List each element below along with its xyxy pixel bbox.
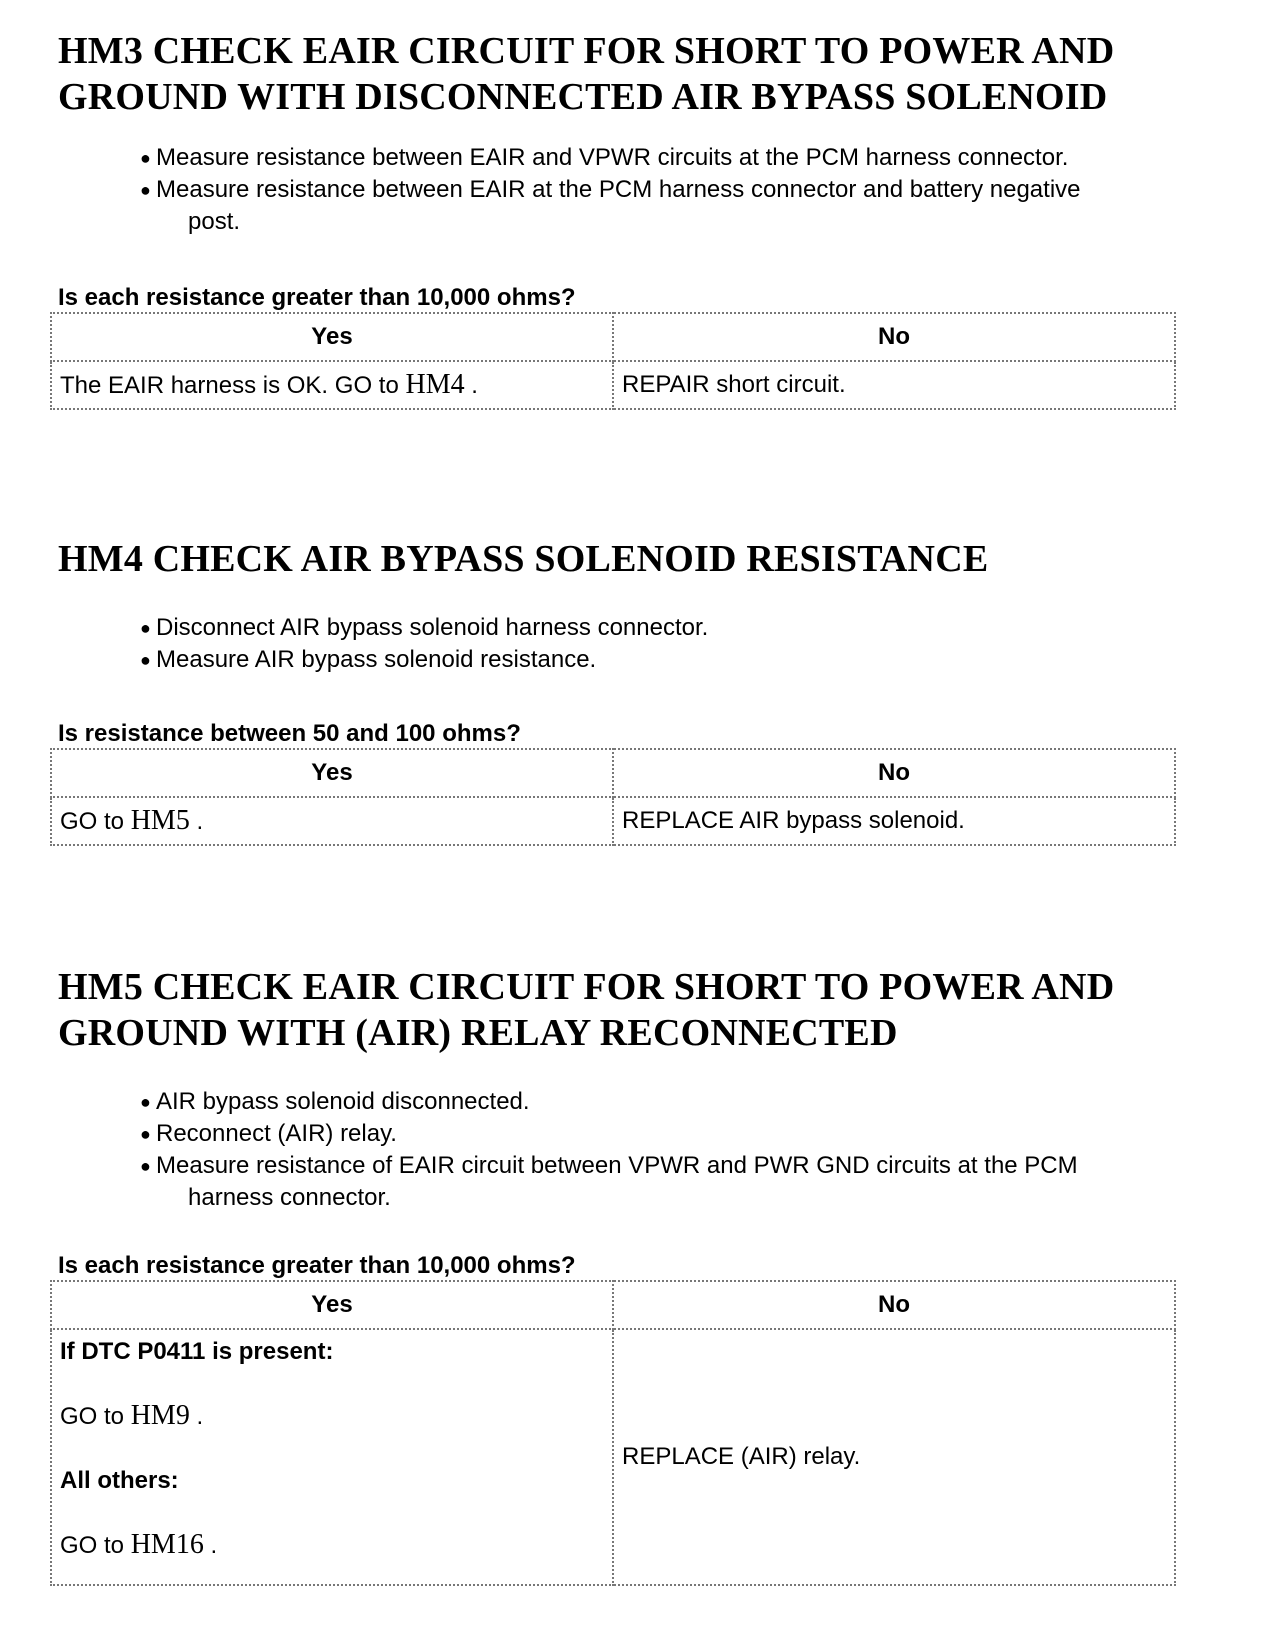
hm5-question: Is each resistance greater than 10,000 ohms? [58, 1252, 576, 1279]
hm5-steps [58, 1086, 1238, 1214]
hm4-title: HM4 CHECK AIR BYPASS SOLENOID RESISTANCE [58, 538, 989, 580]
bullet-icon: ● [140, 650, 151, 670]
hm3-yes-end: . [471, 372, 478, 399]
hm5-step: ● AIR bypass solenoid disconnected. [140, 1086, 1238, 1118]
hm3-no-cell: REPAIR short circuit. [613, 361, 1175, 409]
hm5-cond2: All others: [60, 1467, 179, 1494]
bullet-icon: ● [140, 1092, 151, 1112]
hm4-question: Is resistance between 50 and 100 ohms? [58, 720, 521, 747]
hm5-answer-table [50, 1280, 1176, 1586]
hm5-title-line1: HM5 CHECK EAIR CIRCUIT FOR SHORT TO POWER AND [58, 966, 1115, 1008]
hm5-no-header: No [613, 1281, 1175, 1329]
hm3-step: ● Measure resistance between EAIR at the PCM harness connector and battery negative [140, 174, 1238, 206]
hm3-yes-text: The EAIR harness is OK. GO to [60, 372, 399, 399]
hm5-no-cell: REPLACE (AIR) relay. [613, 1329, 1175, 1585]
hm5-title [58, 964, 1238, 1056]
hm3-step-continuation: post. [188, 208, 241, 235]
bullet-icon: ● [140, 1156, 151, 1176]
hm4-steps [58, 612, 1238, 676]
hm4-step: ● Disconnect AIR bypass solenoid harness connector. [140, 612, 1238, 644]
hm3-question: Is each resistance greater than 10,000 ohms? [58, 284, 576, 311]
hm3-title [58, 28, 1238, 120]
hm4-yes-header: Yes [51, 749, 613, 797]
hm5-go2-text: GO to [60, 1532, 125, 1559]
hm3-title-line2: GROUND WITH DISCONNECTED AIR BYPASS SOLENOID [58, 76, 1108, 118]
section-hm4 [58, 536, 1238, 846]
hm4-yes-text: GO to [60, 808, 125, 835]
hm5-step: ● Reconnect (AIR) relay. [140, 1118, 1238, 1150]
hm3-step: ● Measure resistance between EAIR and VPWR circuits at the PCM harness connector. [140, 142, 1238, 174]
hm5-go1-text: GO to [60, 1403, 125, 1430]
section-hm3 [58, 28, 1238, 410]
hm3-answer-table [50, 312, 1176, 410]
hm5-go1-end: . [196, 1403, 204, 1430]
hm3-no-header: No [613, 313, 1175, 361]
hm5-title-line2: GROUND WITH (AIR) RELAY RECONNECTED [58, 1012, 898, 1054]
hm5-cond1: If DTC P0411 is present: [60, 1338, 334, 1365]
section-hm5 [58, 964, 1238, 1586]
hm5-go2-end: . [210, 1532, 218, 1559]
hm5-go1-link[interactable]: HM9 [130, 1400, 190, 1431]
hm3-yes-cell [51, 361, 613, 409]
hm4-answer-table [50, 748, 1176, 846]
bullet-icon: ● [140, 180, 151, 200]
hm4-yes-link[interactable]: HM5 [130, 805, 190, 836]
bullet-icon: ● [140, 148, 151, 168]
hm3-yes-link[interactable]: HM4 [405, 369, 465, 400]
hm4-no-cell: REPLACE AIR bypass solenoid. [613, 797, 1175, 845]
hm4-yes-end: . [196, 808, 204, 835]
hm5-yes-header: Yes [51, 1281, 613, 1329]
hm5-go1 [60, 1398, 604, 1435]
hm3-steps [58, 142, 1238, 238]
hm5-go2-link[interactable]: HM16 [130, 1529, 204, 1560]
hm5-yes-cell [51, 1329, 613, 1585]
hm3-title-line1: HM3 CHECK EAIR CIRCUIT FOR SHORT TO POWER AND [58, 30, 1115, 72]
bullet-icon: ● [140, 1124, 151, 1144]
hm5-step: ● Measure resistance of EAIR circuit between VPWR and PWR GND circuits at the PCM [140, 1150, 1238, 1182]
hm5-go2 [60, 1527, 604, 1564]
hm3-yes-header: Yes [51, 313, 613, 361]
bullet-icon: ● [140, 618, 151, 638]
hm5-step-continuation: harness connector. [188, 1184, 391, 1211]
hm4-step: ● Measure AIR bypass solenoid resistance. [140, 644, 1238, 676]
hm4-yes-cell [51, 797, 613, 845]
hm4-no-header: No [613, 749, 1175, 797]
